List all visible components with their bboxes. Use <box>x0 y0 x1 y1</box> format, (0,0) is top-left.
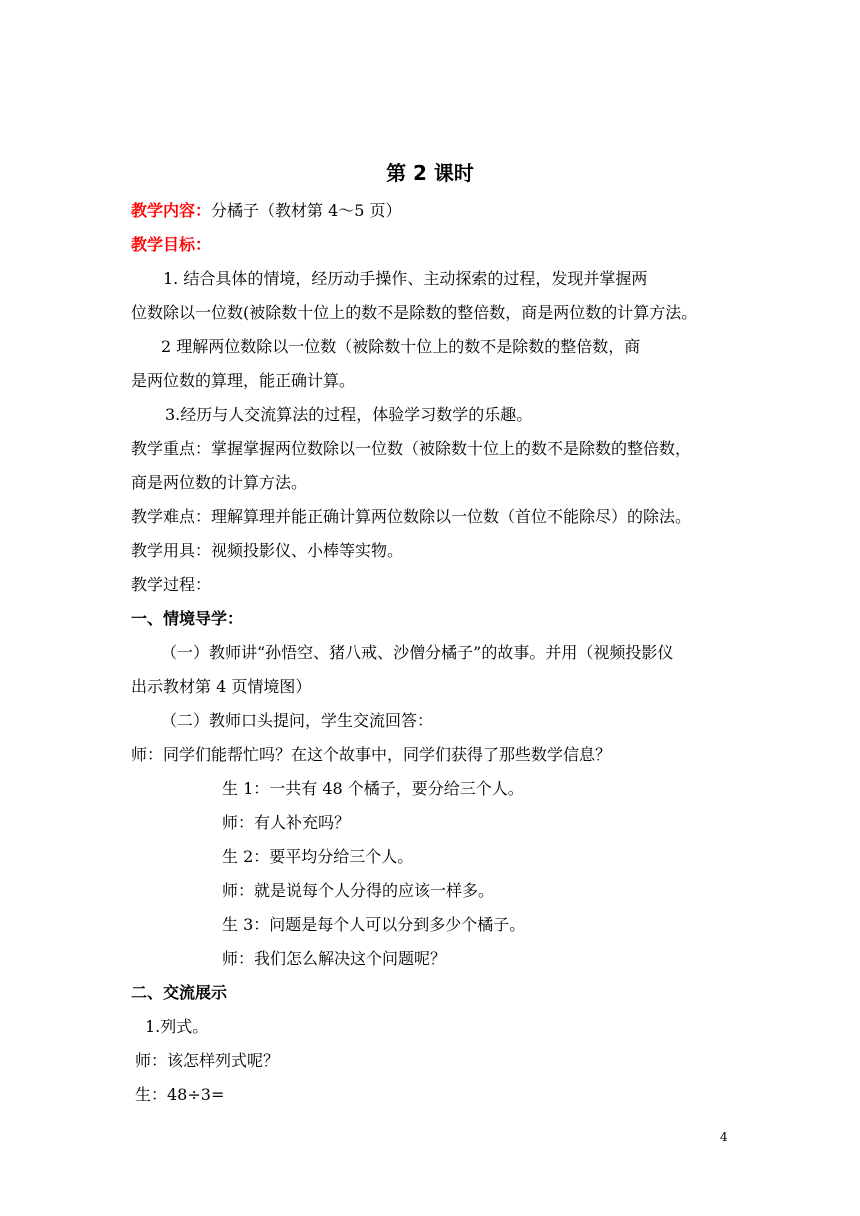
teaching-objectives-label: 教学目标： <box>131 235 212 254</box>
dialog-line-2: 师：有人补充吗？ <box>222 813 351 832</box>
objective-2-line-1: 2 理解两位数除以一位数（被除数十位上的数不是除数的整倍数，商 <box>161 337 641 356</box>
lesson-title: 第 2 课时 <box>386 161 474 185</box>
page-number: 4 <box>720 1130 728 1144</box>
teacher-question: 师：同学们能帮忙吗？在这个故事中，同学们获得了那些数学信息？ <box>131 745 612 764</box>
section-1-heading: 一、情境导学： <box>131 609 244 628</box>
dialog-line-3: 生 2：要平均分给三个人。 <box>222 847 414 866</box>
objective-1-line-2: 位数除以一位数(被除数十位上的数不是除数的整倍数，商是两位数的计算方法。 <box>131 303 698 322</box>
key-point-line-1: 教学重点：掌握掌握两位数除以一位数（被除数十位上的数不是除数的整倍数， <box>131 439 692 458</box>
section-1-para-1-line-2: 出示教材第 4 页情境图） <box>131 677 312 696</box>
teaching-content-text: 分橘子（教材第 4～5 页） <box>211 201 402 220</box>
section-1-para-1-line-1: （一）教师讲“孙悟空、猪八戒、沙僧分橘子”的故事。并用（视频投影仪 <box>161 643 674 662</box>
key-point-line-2: 商是两位数的计算方法。 <box>131 473 308 492</box>
teaching-tools: 教学用具：视频投影仪、小棒等实物。 <box>131 541 404 560</box>
section-2-heading: 二、交流展示 <box>131 983 228 1002</box>
objective-1-line-1: 1. 结合具体的情境，经历动手操作、主动探索的过程，发现并掌握两 <box>163 269 648 288</box>
objective-3: 3.经历与人交流算法的过程，体验学习数学的乐趣。 <box>165 405 533 424</box>
dialog-line-5: 生 3：问题是每个人可以分到多少个橘子。 <box>222 915 526 934</box>
teaching-process: 教学过程： <box>131 575 212 594</box>
dialog-line-1: 生 1：一共有 48 个橘子，要分给三个人。 <box>222 779 524 798</box>
teaching-content-label: 教学内容： <box>131 201 212 220</box>
teaching-content-line <box>131 200 402 222</box>
section-2-student: 生：48÷3= <box>135 1085 225 1104</box>
section-2-item-1: 1.列式。 <box>145 1017 209 1036</box>
dialog-line-4: 师：就是说每个人分得的应该一样多。 <box>222 881 495 900</box>
difficulty: 教学难点：理解算理并能正确计算两位数除以一位数（首位不能除尽）的除法。 <box>131 507 692 526</box>
section-2-teacher: 师：该怎样列式呢？ <box>135 1051 280 1070</box>
objective-2-line-2: 是两位数的算理，能正确计算。 <box>131 371 356 390</box>
section-1-para-2: （二）教师口头提问，学生交流回答： <box>161 711 434 730</box>
dialog-line-6: 师：我们怎么解决这个问题呢？ <box>222 949 447 968</box>
